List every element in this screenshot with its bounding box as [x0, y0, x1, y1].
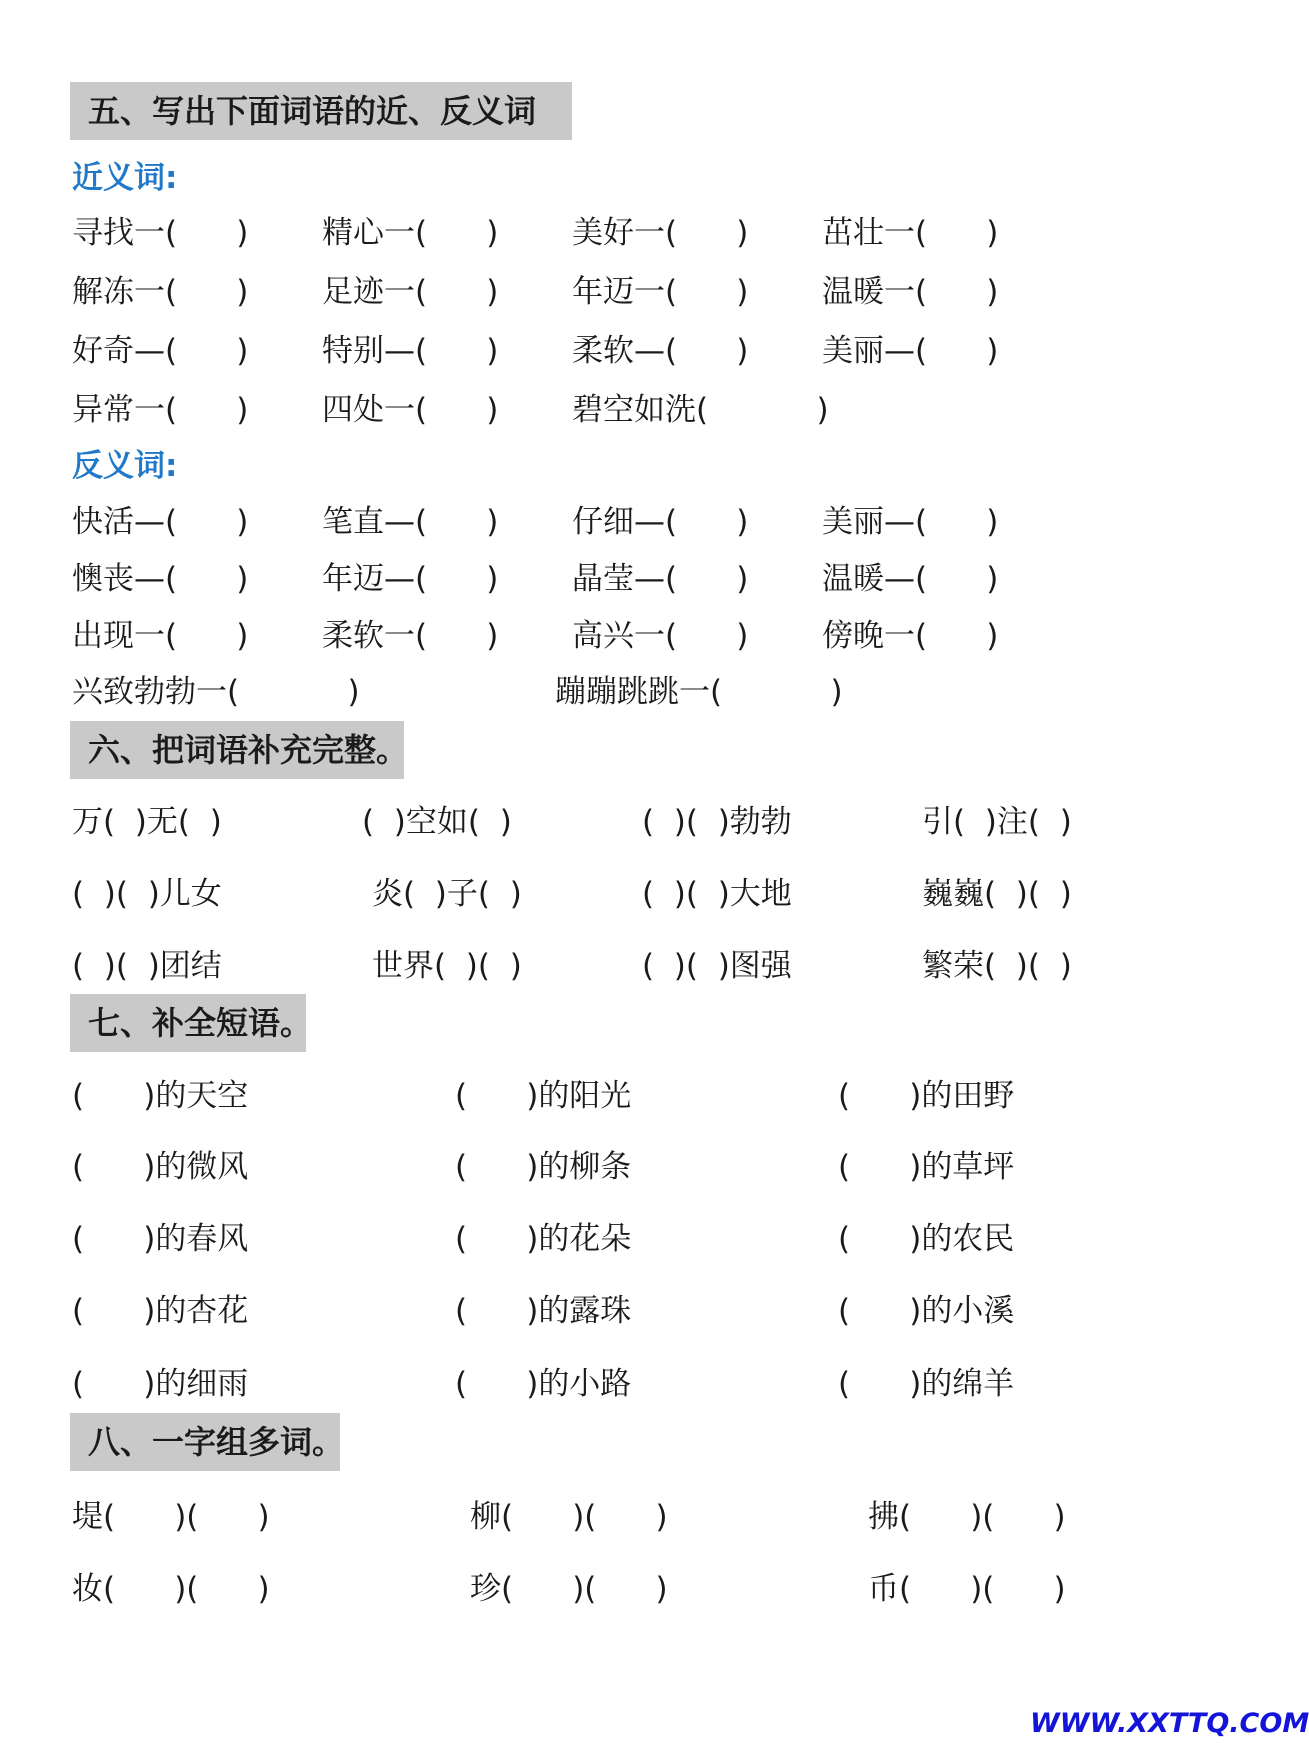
- ant-item: 年迈—( ): [322, 561, 499, 597]
- ant-item: 美丽—( ): [822, 504, 999, 540]
- ant-item: 高兴一( ): [572, 618, 749, 654]
- syn-item: 解冻一( ): [72, 274, 249, 310]
- fill-item: 繁荣( )( ): [922, 948, 1072, 984]
- phrase-item: ( )的柳条: [455, 1149, 632, 1185]
- ant-item: 快活—( ): [72, 504, 249, 540]
- antonym-label: 反义词:: [72, 448, 178, 484]
- fill-item: 引( )注( ): [922, 804, 1072, 840]
- fill-item: ( )( )图强: [642, 948, 792, 984]
- syn-item: 柔软—( ): [572, 333, 749, 369]
- syn-item: 年迈一( ): [572, 274, 749, 310]
- phrase-item: ( )的春风: [72, 1221, 249, 1257]
- fill-item: ( )( )勃勃: [642, 804, 792, 840]
- phrase-item: ( )的花朵: [455, 1221, 632, 1257]
- syn-item: 寻找一( ): [72, 215, 249, 251]
- phrase-item: ( )的草坪: [838, 1149, 1015, 1185]
- ant-item: 笔直—( ): [322, 504, 499, 540]
- phrase-item: ( )的田野: [838, 1078, 1015, 1114]
- word-group-item: 拂( )( ): [868, 1499, 1066, 1535]
- phrase-item: ( )的杏花: [72, 1293, 249, 1329]
- fill-item: ( )空如( ): [362, 804, 512, 840]
- site-watermark: WWW.XXTTQ.COM: [1030, 1708, 1309, 1739]
- phrase-item: ( )的农民: [838, 1221, 1015, 1257]
- section-6-title: 六、把词语补充完整。: [70, 721, 404, 779]
- syn-item: 异常一( ): [72, 392, 249, 428]
- ant-item: 兴致勃勃一( ): [72, 674, 360, 710]
- word-group-item: 珍( )( ): [470, 1571, 668, 1607]
- ant-item: 温暖—( ): [822, 561, 999, 597]
- syn-item: 足迹一( ): [322, 274, 499, 310]
- word-group-item: 柳( )( ): [470, 1499, 668, 1535]
- phrase-item: ( )的绵羊: [838, 1366, 1015, 1402]
- phrase-item: ( )的天空: [72, 1078, 249, 1114]
- phrase-item: ( )的露珠: [455, 1293, 632, 1329]
- section-5-title: 五、写出下面词语的近、反义词: [70, 82, 572, 140]
- syn-item: 温暖一( ): [822, 274, 999, 310]
- syn-item: 四处一( ): [322, 392, 499, 428]
- ant-item: 晶莹—( ): [572, 561, 749, 597]
- ant-item: 出现一( ): [72, 618, 249, 654]
- syn-item: 茁壮一( ): [822, 215, 999, 251]
- phrase-item: ( )的小溪: [838, 1293, 1015, 1329]
- ant-item: 傍晚一( ): [822, 618, 999, 654]
- syn-item: 特别—( ): [322, 333, 499, 369]
- synonym-label: 近义词:: [72, 160, 178, 196]
- syn-item: 好奇—( ): [72, 333, 249, 369]
- section-8-title: 八、一字组多词。: [70, 1413, 340, 1471]
- phrase-item: ( )的微风: [72, 1149, 249, 1185]
- syn-item: 碧空如洗( ): [572, 392, 829, 428]
- phrase-item: ( )的小路: [455, 1366, 632, 1402]
- syn-item: 精心一( ): [322, 215, 499, 251]
- ant-item: 柔软一( ): [322, 618, 499, 654]
- fill-item: ( )( )儿女: [72, 876, 222, 912]
- section-7-title: 七、补全短语。: [70, 994, 306, 1052]
- syn-item: 美丽—( ): [822, 333, 999, 369]
- phrase-item: ( )的阳光: [455, 1078, 632, 1114]
- word-group-item: 妆( )( ): [72, 1571, 270, 1607]
- word-group-item: 币( )( ): [868, 1571, 1066, 1607]
- ant-item: 蹦蹦跳跳一( ): [555, 674, 843, 710]
- phrase-item: ( )的细雨: [72, 1366, 249, 1402]
- fill-item: 万( )无( ): [72, 804, 222, 840]
- fill-item: 炎( )子( ): [372, 876, 522, 912]
- syn-item: 美好一( ): [572, 215, 749, 251]
- word-group-item: 堤( )( ): [72, 1499, 270, 1535]
- fill-item: ( )( )大地: [642, 876, 792, 912]
- fill-item: 巍巍( )( ): [922, 876, 1072, 912]
- ant-item: 仔细—( ): [572, 504, 749, 540]
- fill-item: 世界( )( ): [372, 948, 522, 984]
- ant-item: 懊丧—( ): [72, 561, 249, 597]
- fill-item: ( )( )团结: [72, 948, 222, 984]
